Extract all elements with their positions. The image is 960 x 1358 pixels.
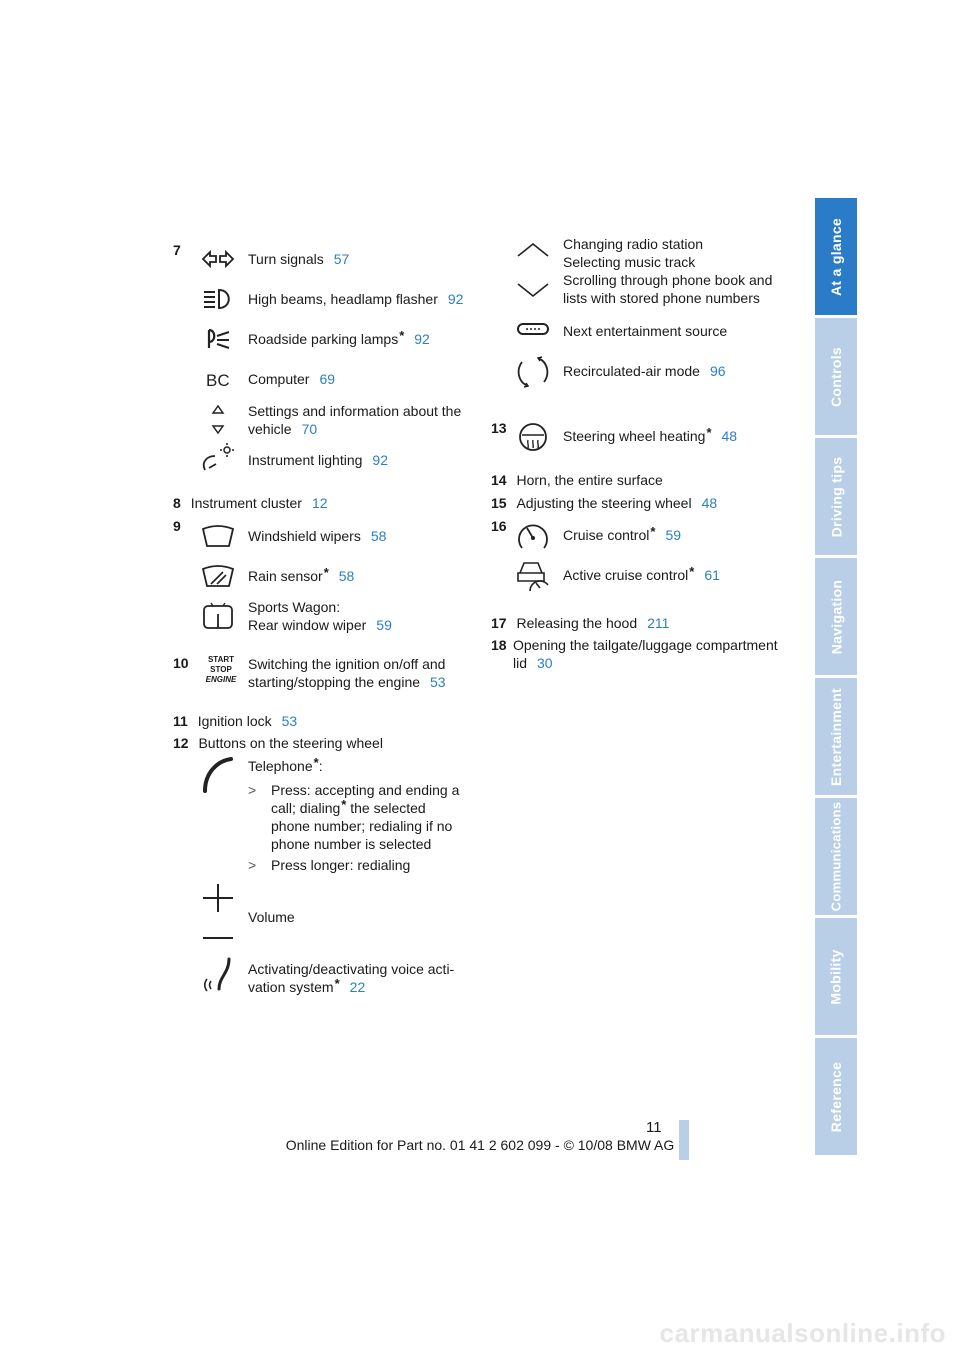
section-item-17 <box>491 614 669 632</box>
tab-label: At a glance <box>828 217 844 296</box>
tailgate-label-cont: lid <box>513 655 528 671</box>
phone-book-label: Scrolling through phone book and <box>563 272 773 288</box>
tab-navigation[interactable] <box>815 558 857 677</box>
start-stop-icon-text: STOP <box>210 665 232 674</box>
item-number: 11 <box>173 713 188 729</box>
up-down-arrows-icon <box>199 402 237 436</box>
tab-label: Controls <box>828 346 845 407</box>
cruise-control-icon <box>514 518 552 552</box>
page-link[interactable]: 58 <box>338 568 355 584</box>
bullet-text: the selected <box>346 800 426 816</box>
parking-lamps-icon <box>199 322 237 356</box>
section-item-14 <box>491 471 663 489</box>
computer-row <box>248 370 335 388</box>
tab-mobility[interactable] <box>815 918 857 1037</box>
page-link[interactable]: 61 <box>704 567 720 583</box>
volume-plus-minus-icon <box>199 880 237 950</box>
up-down-chevron-icon <box>514 238 552 300</box>
page-link[interactable]: 59 <box>665 527 682 543</box>
parking-lamps-row <box>248 330 430 348</box>
rain-sensor-icon <box>199 559 237 593</box>
start-stop-icon-text: START <box>207 655 235 664</box>
chapter-sidebar <box>815 198 857 1160</box>
optional-star: * <box>399 328 405 343</box>
item-number: 13 <box>491 420 507 436</box>
tailgate-label: Opening the tailgate/luggage compartment <box>513 637 778 653</box>
tab-label: Entertainment <box>828 687 844 786</box>
page-link[interactable]: 92 <box>414 331 430 347</box>
page-link[interactable]: 92 <box>372 452 388 468</box>
telephone-icon <box>199 755 237 795</box>
tailgate-row <box>513 636 778 672</box>
instrument-lighting-icon <box>199 442 237 476</box>
svg-text:BC: BC <box>206 371 230 390</box>
phone-book-label-cont: lists with stored phone numbers <box>563 290 760 306</box>
tab-entertainment[interactable] <box>815 678 857 797</box>
tab-driving-tips[interactable] <box>815 438 857 557</box>
page-link[interactable]: 53 <box>281 713 298 729</box>
windshield-wipers-row <box>248 527 386 545</box>
watermark: carmanualsonline.info <box>659 1318 946 1348</box>
ignition-label: Switching the ignition on/off and <box>248 656 446 672</box>
tab-label: Mobility <box>828 948 845 1005</box>
page-link[interactable]: 69 <box>319 371 336 387</box>
active-cruise-control-icon <box>514 557 552 593</box>
recirculated-air-icon <box>514 354 552 390</box>
settings-info-row <box>248 402 461 438</box>
page-link[interactable]: 48 <box>701 495 718 511</box>
page-number: 11 <box>646 1119 662 1136</box>
telephone-heading <box>248 757 323 775</box>
voice-activation-label-cont: vation system <box>248 979 334 995</box>
page-link[interactable]: 58 <box>370 528 387 544</box>
start-stop-icon-text: ENGINE <box>205 675 237 684</box>
recirculated-air-label: Recirculated-air mode <box>563 363 700 379</box>
bullet-text: phone number is selected <box>271 836 432 852</box>
page-link[interactable]: 96 <box>709 363 726 379</box>
rain-sensor-label: Rain sensor <box>248 568 323 584</box>
voice-activation-row <box>248 960 454 996</box>
section-item-15 <box>491 494 717 512</box>
ignition-lock-label: Ignition lock <box>197 713 272 729</box>
page-link[interactable]: 59 <box>376 617 392 633</box>
optional-star: * <box>334 976 340 991</box>
page-link[interactable]: 53 <box>430 674 446 690</box>
bullet-text: phone number; redialing if no <box>271 818 453 834</box>
ignition-row <box>248 655 446 691</box>
ignition-label-cont: starting/stopping the engine <box>248 674 421 690</box>
item-number: 12 <box>173 735 189 751</box>
bullet-press-longer: Press longer: redialing <box>271 857 411 873</box>
steering-buttons-label: Buttons on the steering wheel <box>198 735 383 751</box>
instrument-cluster-label: Instrument cluster <box>190 495 302 511</box>
turn-signals-label: Turn signals <box>248 251 324 267</box>
page-link[interactable]: 48 <box>721 428 738 444</box>
optional-star: * <box>313 755 319 770</box>
radio-station-text <box>563 235 772 307</box>
instrument-lighting-label: Instrument lighting <box>248 452 363 468</box>
page-link[interactable]: 30 <box>537 655 553 671</box>
bullet-press <box>271 781 459 853</box>
item-number: 17 <box>491 615 507 631</box>
radio-station-label: Changing radio station <box>563 236 704 252</box>
item-number: 14 <box>491 472 507 488</box>
high-beams-icon <box>199 282 237 316</box>
entertainment-source-icon <box>514 314 552 348</box>
adjust-steering-wheel-label: Adjusting the steering wheel <box>516 495 692 511</box>
item-number: 9 <box>173 518 181 534</box>
volume-label: Volume <box>248 909 295 925</box>
next-source-label: Next entertainment source <box>563 323 728 339</box>
item-number: 8 <box>173 495 181 511</box>
optional-star: * <box>689 564 695 579</box>
page-link[interactable]: 12 <box>311 495 328 511</box>
bullet-marker: > <box>248 857 257 873</box>
active-cruise-control-label: Active cruise control <box>563 567 689 583</box>
recirculated-air-row <box>563 362 726 380</box>
windshield-wipers-label: Windshield wipers <box>248 528 361 544</box>
item-number: 7 <box>173 242 181 258</box>
turn-signals-row <box>248 250 349 268</box>
high-beams-label: High beams, headlamp flasher <box>248 291 438 307</box>
tab-label: Navigation <box>828 579 845 654</box>
telephone-label: Telephone <box>248 758 313 774</box>
rear-wiper-icon <box>199 600 237 634</box>
tab-at-a-glance[interactable] <box>815 198 857 317</box>
voice-activation-label: Activating/deactivating voice acti- <box>248 961 455 977</box>
rain-sensor-row <box>248 567 354 585</box>
page-link[interactable]: 57 <box>333 251 350 267</box>
turn-signals-icon <box>199 242 237 276</box>
bullet-text: Press: accepting and ending a <box>271 782 460 798</box>
bullet-text: call; dialing <box>271 800 341 816</box>
section-item-11 <box>173 712 297 730</box>
music-track-label: Selecting music track <box>563 254 696 270</box>
tab-label: Driving tips <box>828 456 845 537</box>
item-number: 15 <box>491 495 507 511</box>
hood-release-label: Releasing the hood <box>516 615 638 631</box>
computer-bc-icon <box>199 362 237 396</box>
start-stop-icon <box>201 655 241 685</box>
cruise-control-row <box>563 526 681 544</box>
parking-lamps-label: Roadside parking lamps <box>248 331 399 347</box>
optional-star: * <box>650 524 656 539</box>
settings-info-label-cont: vehicle <box>248 421 292 437</box>
optional-star: * <box>341 797 347 812</box>
tab-communications[interactable] <box>815 798 857 917</box>
steering-buttons-row <box>173 734 383 752</box>
high-beams-row <box>248 290 463 308</box>
edition-footer: Online Edition for Part no. 01 41 2 602 099 - © 10/08 BMW AG <box>285 1137 675 1153</box>
optional-star: * <box>323 565 329 580</box>
item-number: 16 <box>491 518 507 534</box>
sports-wagon-label: Sports Wagon: <box>248 599 341 615</box>
item-number: 18 <box>491 637 507 653</box>
rear-wiper-label: Rear window wiper <box>248 617 367 633</box>
tab-controls[interactable] <box>815 318 857 437</box>
voice-activation-icon <box>199 955 237 995</box>
tab-label: Communications <box>828 801 844 912</box>
steering-wheel-heating-row <box>563 427 737 445</box>
settings-info-label: Settings and information about the <box>248 403 462 419</box>
page-link[interactable]: 92 <box>447 291 464 307</box>
steering-wheel-heating-label: Steering wheel heating <box>563 428 706 444</box>
item-number: 10 <box>173 655 189 671</box>
instrument-lighting-row <box>248 451 388 469</box>
windshield-wipers-icon <box>199 519 237 553</box>
tab-label: Reference <box>828 1061 844 1132</box>
bullet-marker: > <box>248 782 257 798</box>
steering-wheel-heating-icon <box>514 420 552 454</box>
page-link[interactable]: 211 <box>647 615 670 631</box>
page-link[interactable]: 22 <box>349 979 366 995</box>
horn-label: Horn, the entire surface <box>516 472 663 488</box>
section-item-8 <box>173 494 328 512</box>
colon: : <box>318 758 323 774</box>
active-cruise-control-row <box>563 566 720 584</box>
rear-wiper-row <box>248 598 392 634</box>
cruise-control-label: Cruise control <box>563 527 650 543</box>
page-link[interactable]: 70 <box>301 421 318 437</box>
optional-star: * <box>706 425 712 440</box>
computer-label: Computer <box>248 371 310 387</box>
